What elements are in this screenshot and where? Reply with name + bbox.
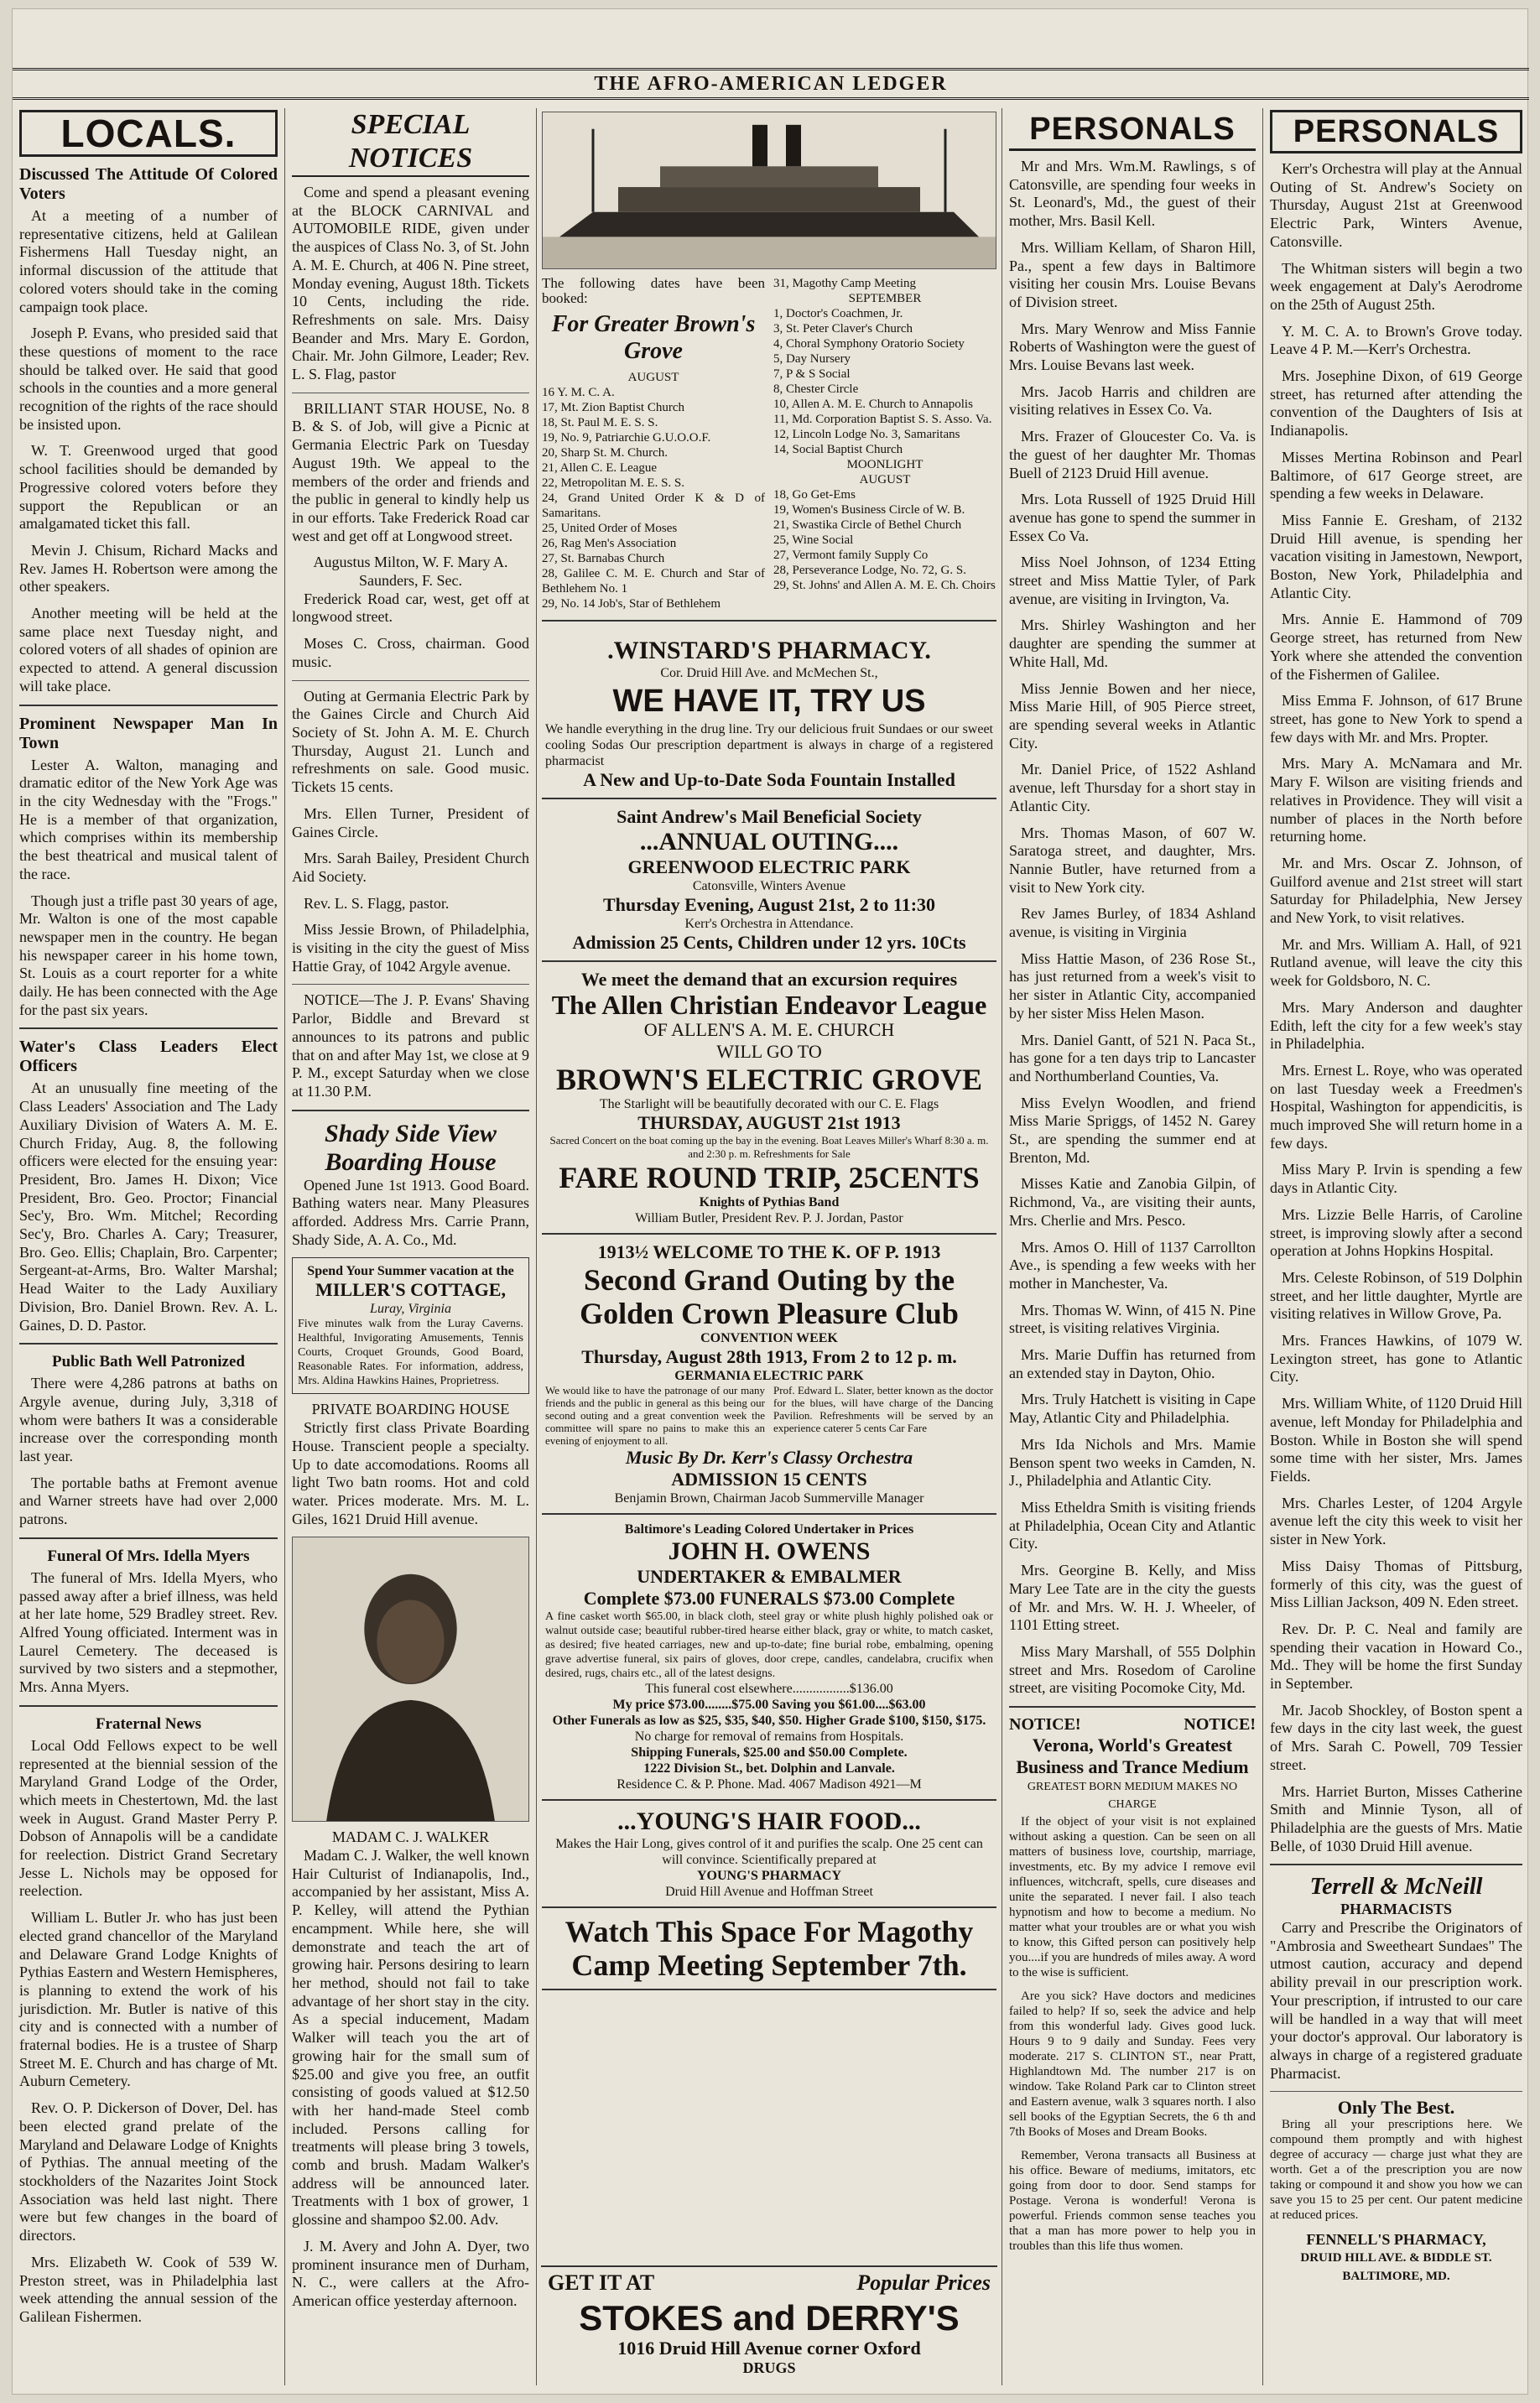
st-andrew-ad: [542, 799, 996, 962]
catonsville: Catonsville, Winters Avenue: [692, 879, 846, 893]
personal-item: Mrs. Mary Anderson and daughter Edith, left the city for a few week's stay in Philadelphia.: [1270, 998, 1522, 1053]
personal-item: Miss Mary P. Irvin is spending a few days in Atlantic City.: [1270, 1161, 1522, 1197]
notice-line: Mrs. Ellen Turner, President of Gaines Circle.: [292, 804, 529, 840]
list-item: 19, Women's Business Circle of W. B.: [773, 503, 965, 517]
watch-space-text: Watch This Space For Magothy Camp Meeting September 7th.: [564, 1915, 974, 1982]
allen-signature: William Butler, President Rev. P. J. Jordan, Pastor: [635, 1211, 903, 1225]
list-item: 22, Metropolitan M. E. S. S.: [542, 476, 685, 490]
personal-item: Mrs. Harriet Burton, Misses Catherine Smith and Minnie Tyson, all of Philadelphia are the guests of Mrs. Matie Belle, of 1030 Druid Hill avenue.: [1270, 1782, 1522, 1854]
personal-item: Mr. and Mrs. William A. Hall, of 921 Rutland avenue, will leave the city this week for Goldsboro, N. C.: [1270, 935, 1522, 990]
personal-item: Mrs. Ernest L. Roye, who was operated on last Tuesday week a Freedmen's Hospital, Washington for appendicitis, is much improved She will return home in a few days.: [1270, 1061, 1522, 1152]
golden-admission: ADMISSION 15 CENTS: [671, 1469, 867, 1490]
stokes-name: STOKES and DERRY'S: [579, 2298, 960, 2338]
owens-title: UNDERTAKER & EMBALMER: [637, 1566, 902, 1587]
personal-item: Mrs. Shirley Washington and her daughter are spending the summer at White Hall, Md.: [1009, 616, 1256, 670]
personal-item: Mrs. Frances Hawkins, of 1079 W. Lexington street, has gone to Atlantic City.: [1270, 1332, 1522, 1386]
list-item: 28, Galilee C. M. E. Church and Star of Bethlehem No. 1: [542, 567, 765, 596]
list-item: 26, Rag Men's Association: [542, 537, 677, 550]
article-heading: Discussed The Attitude Of Colored Voters: [19, 165, 278, 203]
list-item: 21, Allen C. E. League: [542, 461, 658, 475]
annual-outing: ...ANNUAL OUTING....: [639, 828, 899, 856]
steamboat-image: [543, 112, 996, 268]
list-item: 11, Md. Corporation Baptist S. S. Asso. Va.: [773, 413, 992, 426]
notice-line: Augustus Milton, W. F. Mary A. Saunders, F. Sec.: [313, 554, 508, 590]
miller-location: Luray, Virginia: [370, 1302, 451, 1317]
column-locals: [13, 108, 284, 2385]
personal-item: Mrs. Thomas W. Winn, of 415 N. Pine street, is visiting relatives Virginia.: [1009, 1301, 1256, 1337]
owens-price: My price $73.00........$75.00 Saving you $61.00....$63.00: [612, 1698, 926, 1712]
notice-line: Rev. L. S. Flagg, pastor.: [304, 894, 450, 912]
personal-item: Y. M. C. A. to Brown's Grove today. Leave 4 P. M.—Kerr's Orchestra.: [1270, 322, 1522, 358]
personal-item: Miss Emma F. Johnson, of 617 Brune street, has gone to New York to spend a few days with Mr. and Mrs. Propter.: [1270, 692, 1522, 746]
divider: [292, 984, 529, 985]
sacred-concert: Sacred Concert on the boat coming up the bay in the evening. Boat Leaves Miller's Wharf 8:30 a. m. and 2:30 p. m. Refreshments for Sale: [549, 1134, 989, 1160]
young-text: Makes the Hair Long, gives control of it and purifies the scalp. One 25 cent can will convince. Scientifically prepared at: [555, 1837, 983, 1867]
golden-text-right: Prof. Edward L. Slater, better known as the doctor for the blues, will have charge of the Dancing Pavilion. Refreshments will be served by an experience caterer 5 cents Car Fare: [773, 1384, 993, 1434]
notice-paragraph: BRILLIANT STAR HOUSE, No. 8 B. & S. of Job, will give a Picnic at Germania Electric Park on Tuesday August 19th. We appeal to the members of the order and friends and the public in general to kindly help us in our efforts. Take Frederick Road car west and get off at Longwood street.: [292, 399, 529, 544]
article-paragraph: There were 4,286 patrons at baths on Argyle avenue, during July, 3,318 of whom were bathers It was a considerable increase over the corresponding month last year.: [19, 1375, 278, 1465]
personal-item: Miss Mary Marshall, of 555 Dolphin street and Mrs. Rosedom of Caroline street, are visiting Pocomoke City, Md.: [1009, 1642, 1256, 1697]
list-item: 20, Sharp St. M. Church.: [542, 446, 668, 460]
list-item: 4, Choral Symphony Oratorio Society: [773, 337, 965, 351]
article-paragraph: At an unusually fine meeting of the Class Leaders' Association and The Lady Auxiliary Division of Waters A. M. E. Church Friday, Aug. 8, the following officers were elected for the ensuing year: President, Bro. James H. Dixon; Vice President, Bro. Geo. Proctor; Financial Sec'y, Bro. Wm. Mitchel; Recording Sec'y, Bro. Charles A. Cary; Treasurer, Bro. Geo. Ellis; Chaplain, Bro. Carpenter; Sergeant-at-Arms, Bro. Walter Marshal; Head Waiter to the Lady Auxiliary Division, Bro. Daniel Brown. Rev. A. L. Gaines, D. D. Pastor.: [19, 1079, 278, 1334]
owens-shipping: Shipping Funerals, $25.00 and $50.00 Complete.: [631, 1745, 908, 1760]
list-item: 27, St. Barnabas Church: [542, 552, 665, 565]
verona-text: If the object of your visit is not explained without asking a question. Can be seen on all matters of business love, courtship, marriage, investments, etc. By my advice I remove evil influences, witchcraft, spells, cure diseases and unite the separated. I never fail. I also teach hypnotism and how to become a medium. No matter what your troubles are or what you wish to know, this Gifted person can positively help you....if you are hundreds of miles away. A word to the wise is sufficient.: [1009, 1815, 1256, 1980]
article-paragraph: Rev. O. P. Dickerson of Dover, Del. has been elected grand prelate of the Maryland and Delaware Lodge of Knights of Pythias. The annual meeting of the stockholders of the Nazarites Joint Stock Association was held last night. There were but few changes in the board of directors.: [19, 2099, 278, 2244]
young-address: Druid Hill Avenue and Hoffman Street: [665, 1885, 873, 1899]
list-item: 24, Grand United Order K & D of Samaritans.: [542, 492, 765, 520]
divider: [19, 1537, 278, 1539]
personal-item: Mrs. Josephine Dixon, of 619 George street, has returned after attending the convention of the Daughters of Isis at Indianapolis.: [1270, 367, 1522, 440]
germania-park: GERMANIA ELECTRIC PARK: [674, 1369, 864, 1383]
list-item: 25, Wine Social: [773, 533, 854, 547]
personal-item: Miss Noel Johnson, of 1234 Etting street and Miss Mattie Tyler, of Park avenue, are visiting in Irvington, Va.: [1009, 554, 1256, 607]
masthead-title: THE AFRO-AMERICAN LEDGER: [594, 72, 948, 95]
fare: FARE ROUND TRIP, 25CENTS: [559, 1161, 980, 1194]
article-paragraph: Though just a trifle past 30 years of age, Mr. Walton is one of the most capable newspaper men in the country. He began his newspaper career in his home town, St. Louis as a court reporter for a white daily. He has been connected with the Age for the past six years.: [19, 892, 278, 1018]
personal-item: Mr. Daniel Price, of 1522 Ashland avenue, left Thursday for a short stay in Atlantic City.: [1009, 761, 1256, 814]
orchestra-note: Kerr's Orchestra in Attendance.: [684, 917, 854, 931]
notice-paragraph: Outing at Germania Electric Park by the Gaines Circle and Church Aid Society of St. John A. M. E. Church Thursday, August 21. Lunch and refreshments on sale. Good music. Tickets 15 cents.: [292, 687, 529, 796]
winstard-text: We handle everything in the drug line. Try our delicious fruit Sundaes or our sweet cooling Sodas Our prescription department is always in charge of a registered pharmacist: [545, 722, 993, 768]
personal-item: Mrs. Jacob Harris and children are visiting relatives in Essex Co. Va.: [1009, 382, 1256, 419]
list-item: 27, Vermont family Supply Co: [773, 549, 929, 562]
stokes-derry-ad: [541, 2265, 997, 2383]
golden-title-1: Second Grand Outing by the: [583, 1263, 955, 1297]
private-boarding-text: Strictly first class Private Boarding House. Transcient people a specialty. Up to date accomodations. Rooms all light Two batn rooms. Hot and cold water. Prices moderate. Mrs. M. L. Giles, 1621 Druid Hill avenue.: [292, 1419, 529, 1527]
notice-line: Moses C. Cross, chairman. Good music.: [292, 635, 529, 670]
divider: [1009, 1706, 1256, 1708]
winstard-title: .WINSTARD'S PHARMACY.: [607, 637, 931, 664]
personal-item: Miss Fannie E. Gresham, of 2132 Druid Hill avenue, is spending her vacation visiting in Jamestown, Newport, Boston, New York, Philadelphia and Atlantic City.: [1270, 511, 1522, 601]
personal-item: Mrs Ida Nichols and Mrs. Mamie Benson spent two weeks in Camden, N. J., Philadelphia and Atlantic City.: [1009, 1435, 1256, 1490]
list-item: 14, Social Baptist Church: [773, 443, 903, 456]
august-heading: AUGUST: [627, 371, 679, 384]
verona-born: GREATEST BORN MEDIUM MAKES NO CHARGE: [1027, 1780, 1238, 1812]
stokes-drugs: DRUGS: [742, 2359, 796, 2376]
owens-tagline: Baltimore's Leading Colored Undertaker in Prices: [624, 1522, 914, 1537]
booking-right: [773, 276, 996, 611]
list-item: 17, Mt. Zion Baptist Church: [542, 401, 684, 414]
st-andrew-title: Saint Andrew's Mail Beneficial Society: [617, 806, 922, 827]
personal-item: Miss Evelyn Woodlen, and friend Miss Marie Spriggs, of 1452 N. Garey St., are spending the summer end at Brenton, Md.: [1009, 1094, 1256, 1166]
golden-crown-ad: [542, 1235, 996, 1515]
golden-date: Thursday, August 28th 1913, From 2 to 12 p. m.: [581, 1346, 957, 1367]
personal-item: Mr. Jacob Shockley, of Boston spent a few days in the city last week, the guest of Mrs. Sarah C. Powell, 709 Tessier street.: [1270, 1701, 1522, 1773]
list-item: 25, United Order of Moses: [542, 522, 678, 535]
list-item: 5, Day Nursery: [773, 352, 851, 366]
divider: [1270, 2091, 1522, 2092]
notice-line: Mrs. Sarah Bailey, President Church Aid Society.: [292, 850, 529, 885]
owens-cost: This funeral cost elsewhere.................$136.00: [645, 1682, 893, 1696]
winstard-footer: A New and Up-to-Date Soda Fountain Installed: [583, 769, 955, 790]
admission: Admission 25 Cents, Children under 12 yrs. 10Cts: [572, 932, 966, 953]
owens-other: Other Funerals as low as $25, $35, $40, $50. Higher Grade $100, $150, $175.: [552, 1714, 986, 1728]
portrait-image: [293, 1537, 528, 1821]
miller-intro: Spend Your Summer vacation at the: [307, 1264, 514, 1279]
personal-item: Mrs. Truly Hatchett is visiting in Cape May, Atlantic City and Philadelphia.: [1009, 1391, 1256, 1427]
personal-item: Mrs. Mary A. McNamara and Mr. Mary F. Wilson are visiting friends and relatives in Providence. They will visit a number of places in the North before returning home.: [1270, 755, 1522, 845]
terrell-subtitle: PHARMACISTS: [1340, 1901, 1452, 1918]
article-paragraph: At a meeting of a number of representative citizens, held at Galilean Fishermens Hall Tuesday night, an informal discussion of the attitude that colored voters should take in the coming campaign took place.: [19, 207, 278, 315]
golden-title-2: Golden Crown Pleasure Club: [580, 1297, 959, 1330]
list-item: 12, Lincoln Lodge No. 3, Samaritans: [773, 428, 960, 441]
welcome-line: 1913½ WELCOME TO THE K. OF P. 1913: [597, 1241, 941, 1262]
article-heading: Water's Class Leaders Elect Officers: [19, 1038, 278, 1076]
verona-text-2: Are you sick? Have doctors and medicines failed to help? If so, seek the advice and help from this wonderful lady. Gives good luck. Hours 9 to 9 daily and Sunday. Fees very moderate. 217 S. CLINTON ST., near Pratt, Highlandtown Md. The number 217 is on window. Take Roland Park car to Clinton street and Eastern avenue, walk 3 squares north. I also sell books of the Egyptian Secrets, the 6 th and 7th Books of Moses and Dream Books.: [1009, 1989, 1256, 2140]
stokes-get-it: GET IT AT: [548, 2270, 655, 2295]
allen-date: THURSDAY, AUGUST 21st 1913: [637, 1112, 901, 1133]
winstard-ad: [542, 630, 996, 799]
list-item: 28, Perseverance Lodge, No. 72, G. S.: [773, 564, 966, 577]
list-item: 8, Chester Circle: [773, 382, 859, 396]
shady-side-subtitle: Boarding House: [325, 1147, 497, 1176]
article-heading: Public Bath Well Patronized: [52, 1353, 245, 1371]
personal-item: Miss Hattie Mason, of 236 Rose St., has just returned from a week's visit to her sister in Atlantic City, accompanied by her sister Miss Helen Mason.: [1009, 949, 1256, 1022]
fennell-name: FENNELL'S PHARMACY,: [1306, 2231, 1486, 2249]
walker-caption: MADAM C. J. WALKER: [331, 1828, 490, 1846]
watch-space-ad: [542, 1908, 996, 1990]
personal-item: Mrs. Georgine B. Kelly, and Miss Mary Lee Tate are in the city the guests of Mr. and Mrs. W. H. J. Wheeler, of 1101 Etting street.: [1009, 1562, 1256, 1634]
article-heading: Fraternal News: [95, 1714, 202, 1733]
column-personals-2: [1262, 108, 1529, 2385]
booked-intro: The following dates have been booked:: [542, 275, 765, 306]
fennell-address: DRUID HILL AVE. & BIDDLE ST. BALTIMORE, MD.: [1300, 2250, 1492, 2283]
masthead: [13, 68, 1529, 100]
article-paragraph: Lester A. Walton, managing and dramatic editor of the New York Age was in the city Wednesday with the "Frogs." He is a member of that organization, which comprises within its membership the best theatrical and musical talent of the race.: [19, 756, 278, 882]
personal-item: Mrs. Annie E. Hammond of 709 George street, has returned from New York where she attended the convention of the Fishermen of Galilee.: [1270, 611, 1522, 683]
walker-text: Madam C. J. Walker, the well known Hair Culturist of Indianapolis, Ind., accompanied by her assistant, Miss A. P. Kelley, will attend the Pythian encampment. While here, she will demonstrate and teach the art of growing hair. Persons desiring to learn her method, should not fail to take advantage of her short stay in the city. As a special inducement, Madam Walker will teach you the art of growing hair for the small sum of $25.00 and give you free, an outfit consisting of goods valued at $12.50 with her hand-made Steel comb included. Persons calling for treatments will please bring 3 towels, comb and brush. Madam Walker's address will be announced later. Treatments with 1 box of grower, 1 glossine and shampoo $2.00. Adv.: [292, 1847, 529, 2229]
personal-item: Mrs. William Kellam, of Sharon Hill, Pa., spent a few days in Baltimore visiting her cousin Mrs. Louise Bevans of Division street.: [1009, 238, 1256, 310]
greater-browns-grove: For Greater Brown's Grove: [551, 311, 756, 364]
list-item: 10, Allen A. M. E. Church to Annapolis: [773, 398, 973, 411]
personal-item: The Whitman sisters will begin a two week engagement at Daly's Aerodrome on the 25th of August 25th.: [1270, 259, 1522, 313]
convention-week: CONVENTION WEEK: [700, 1331, 838, 1345]
list-item: 18, Go Get-Ems: [773, 488, 856, 502]
notice-paragraph: Come and spend a pleasant evening at the BLOCK CARNIVAL and AUTOMOBILE RIDE, given under the auspices of Class No. 3, of St. John A. M. E. Church, at 406 N. Pine street, Monday evening, August 18th. Tickets 10 Cents, including the ride. Refreshments on sale. Mrs. Daisy Beander and Mrs. Mary E. Gordon, Chair. Mr. John Gilmore, Leader; Rev. L. S. Flag, pastor: [292, 184, 529, 383]
personal-item: Kerr's Orchestra will play at the Annual Outing of St. Andrew's Society on Thursday, August 21st at Greenwood Electric Park, Winters Avenue, Catonsville.: [1270, 160, 1522, 250]
stokes-address: 1016 Druid Hill Avenue corner Oxford: [617, 2338, 921, 2359]
greenwood-park: GREENWOOD ELECTRIC PARK: [627, 856, 911, 877]
article-paragraph: William L. Butler Jr. who has just been elected grand chancellor of the Maryland and Delaware Grand Lodge Knights of Pythias Eastern and Western Hemispheres, is planning to extend the work of his jurisdiction. Mr. Butler is native of this city and is connected with a number of fraternal bodies. He is a trustee of Sharp Street M. E. Church and has charge of Mt. Auburn Cemetery.: [19, 1909, 278, 2090]
personal-item: Rev. Dr. P. C. Neal and family are spending their vacation in Howard Co., Md.. They will be home the first Sunday in September.: [1270, 1620, 1522, 1693]
article-paragraph: The funeral of Mrs. Idella Myers, who passed away after a brief illness, was held at her late home, 529 Bradley street. Rev. Alfred Young officiated. Interment was in Laurel Cemetery. The deceased is survived by two sisters and a stepmother, Mrs. Anna Myers.: [19, 1568, 278, 1696]
list-item: 29, St. Johns' and Allen A. M. E. Ch. Choirs: [773, 579, 996, 592]
miller-cottage-ad: [292, 1257, 529, 1394]
shady-side-text: Opened June 1st 1913. Good Board. Bathing waters near. Many Pleasures afforded. Address Mrs. Carrie Prann, Shady Side, A. A. Co., Md.: [292, 1176, 529, 1248]
divider: [19, 705, 278, 706]
booking-schedule: [542, 276, 996, 611]
notice-label: NOTICE!: [1184, 1715, 1256, 1735]
avery-text: J. M. Avery and John A. Dyer, two prominent insurance men of Durham, N. C., were callers at the Afro-American office yesterday afternoon.: [292, 2237, 529, 2309]
august-list: [542, 385, 765, 611]
browns-electric-grove: BROWN'S ELECTRIC GROVE: [555, 1063, 983, 1096]
stokes-popular: Popular Prices: [856, 2270, 991, 2295]
personal-item: Miss Jennie Bowen and her niece, Miss Marie Hill, of 905 Pierce street, are spending several weeks in Atlantic City.: [1009, 679, 1256, 752]
personal-item: Misses Mertina Robinson and Pearl Baltimore, of 617 George street, are spending a few weeks in Delaware.: [1270, 448, 1522, 502]
article-heading: Funeral Of Mrs. Idella Myers: [47, 1547, 250, 1565]
private-boarding-title: PRIVATE BOARDING HOUSE: [311, 1401, 510, 1418]
article-paragraph: W. T. Greenwood urged that good school facilities should be demanded by Progressive colored voters before they support the Republican or an amalgamated ticket this fall.: [19, 442, 278, 533]
owens-no-charge: No charge for removal of remains from Hospitals.: [634, 1729, 904, 1744]
moonlight-heading: MOONLIGHT: [846, 458, 923, 471]
personal-item: Mrs. Marie Duffin has returned from an extended stay in Dayton, Ohio.: [1009, 1346, 1256, 1381]
winstard-slogan: WE HAVE IT, TRY US: [612, 684, 926, 719]
divider: [542, 620, 996, 622]
list-item: 29, No. 14 Job's, Star of Bethlehem: [542, 597, 721, 611]
article-paragraph: Local Odd Fellows expect to be well represented at the biennial session of the Maryland Grand Lodge of the Order, which meets in Chestertown, Md. the last week in August. Grand Master Perry P. Dobson of Annapolis will be a candidate for reelection. District Grand Secretary Jesse L. Nichols may be opposed for reelection.: [19, 1736, 278, 1900]
personal-item: Misses Katie and Zanobia Gilpin, of Richmond, Va., are visiting their aunts, Mrs. Cherlie and Mrs. Pesco.: [1009, 1175, 1256, 1229]
owens-funerals: Complete $73.00 FUNERALS $73.00 Complete: [583, 1588, 955, 1609]
article-paragraph: Mrs. Elizabeth W. Cook of 539 W. Preston street, was in Philadelphia last week attending the annual session of the Galilean Fishermen.: [19, 2253, 278, 2325]
owens-residence: Residence C. & P. Phone. Mad. 4067 Madison 4921—M: [617, 1777, 922, 1792]
notice-line: Frederick Road car, west, get off at longwood street.: [292, 590, 529, 626]
personal-item: Mrs. Thomas Mason, of 607 W. Saratoga street, and daughter, Mrs. Nannie Butler, have returned from a visit to New York city.: [1009, 824, 1256, 896]
verona-title: Verona, World's Greatest Business and Trance Medium: [1016, 1734, 1249, 1777]
golden-signature: Benjamin Brown, Chairman Jacob Summerville Manager: [614, 1491, 924, 1506]
walker-portrait: [292, 1537, 529, 1822]
personal-item: Mrs. Celeste Robinson, of 519 Dolphin street, and her little daughter, Myrtle are visiting relatives in Willow Grove, Pa.: [1270, 1268, 1522, 1323]
divider: [19, 1027, 278, 1029]
article-paragraph: Another meeting will be held at the same place next Tuesday night, and colored voters of all shades of opinion are expected to attend. A general discussion will take place.: [19, 605, 278, 694]
list-item: 18, St. Paul M. E. S. S.: [542, 416, 658, 429]
article-paragraph: Joseph P. Evans, who presided said that these questions of moment to the race should be talked over. He said that good schools in the counties and a more general recognition of the rights of the race should be insisted upon.: [19, 325, 278, 433]
column-special-notices: [284, 108, 536, 2385]
shady-side-title: Shady Side View: [324, 1119, 497, 1147]
terrell-text: Carry and Prescribe the Originators of "Ambrosia and Sweetheart Sundaes" The utmost caution, accuracy and depend ability prevail in our prescription work. Your prescription, if intrusted to our care will be handled in a way that will meet your doctor's approval. Our laboratory is always in charge of a registered graduate Pharmacist.: [1270, 1919, 1522, 2082]
stokes-top: [541, 2267, 997, 2299]
divider: [19, 1705, 278, 1707]
personal-item: Miss Daisy Thomas of Pittsburg, formerly of this city, was the guest of Miss Lillian Jackson, 409 N. Eden street.: [1270, 1557, 1522, 1611]
personal-item: Mrs. Frazer of Gloucester Co. Va. is the guest of her daughter Mr. Thomas Buell of 2123 Druid Hill avenue.: [1009, 428, 1256, 481]
steamboat-illustration: [542, 112, 996, 269]
young-hair-ad: [542, 1801, 996, 1908]
allen-church: OF ALLEN'S A. M. E. CHURCH: [643, 1019, 895, 1040]
personal-item: Mrs. Amos O. Hill of 1137 Carrollton Ave., is spending a few weeks with her mother in Manchester, Va.: [1009, 1238, 1256, 1292]
september-heading: SEPTEMBER: [848, 292, 922, 305]
notice-label: NOTICE!: [1009, 1715, 1081, 1735]
divider: [1270, 1864, 1522, 1865]
booking-left: [542, 276, 765, 611]
list-item: 1, Doctor's Coachmen, Jr.: [773, 307, 903, 320]
golden-text-left: We would like to have the patronage of our many friends and the public in general as this being our second outing and a great convention week the committee will spare no pains to make this an evening of enjoyment to all.: [545, 1384, 765, 1447]
notice-paragraph: Miss Jessie Brown, of Philadelphia, is visiting in the city the guest of Miss Hattie Gray, of 1042 Argyle avenue.: [292, 921, 529, 975]
miller-text: Five minutes walk from the Luray Caverns. Healthful, Invigorating Amusements, Tennis Courts, Croquet Grounds, Good Board, Reasonable Rates. For information, address, Mrs. Aldina Hawkins Haines, Proprietress.: [298, 1318, 523, 1388]
terrell-title: Terrell & McNeill: [1309, 1874, 1483, 1901]
personal-item: Mrs. Charles Lester, of 1204 Argyle avenue left the city this week to visit her sister in New York.: [1270, 1494, 1522, 1548]
newspaper-page: [12, 8, 1528, 2395]
list-item: 19, No. 9, Patriarchie G.U.O.O.F.: [542, 431, 711, 445]
personal-item: Miss Etheldra Smith is visiting friends at Philadelphia, Ocean City and Atlantic City.: [1009, 1499, 1256, 1553]
verona-text-3: Remember, Verona transacts all Business at his office. Beware of mediums, imitators, etc going from door to door. Send stamps for Postage. Verona is wonderful! Verona is powerful. Friends common sense teaches you that a man has more power to help you in troubles than this life thus women.: [1009, 2149, 1256, 2254]
allen-will: WILL GO TO: [716, 1041, 822, 1062]
personal-item: Mrs. Mary Wenrow and Miss Fannie Roberts of Washington were the guest of Mrs. Louise Bevans last week.: [1009, 320, 1256, 374]
owens-ad: [542, 1515, 996, 1801]
list-item: 31, Magothy Camp Meeting: [773, 277, 916, 290]
only-best-title: Only The Best.: [1337, 2097, 1455, 2119]
personals-heading: PERSONALS: [1270, 110, 1522, 153]
divider: [19, 1343, 278, 1345]
list-item: 3, St. Peter Claver's Church: [773, 322, 913, 335]
personal-item: Mrs. Lizzie Belle Harris, of Caroline street, is improving slowly after a second operation at Johns Hopkins Hospital.: [1270, 1205, 1522, 1260]
personal-item: Mr and Mrs. Wm.M. Rawlings, s of Catonsville, are spending four weeks in St. Leonard's, Md., the guest of their mother, Mrs. Basil Kell.: [1009, 158, 1256, 230]
list-item: 16 Y. M. C. A.: [542, 386, 615, 399]
owens-name: JOHN H. OWENS: [668, 1537, 871, 1565]
owens-text: A fine casket worth $65.00, in black cloth, steel gray or white plush highly polished oak or walnut outside case; beautiful rubber-tired hearse either black, gray or white, to match casket, as desired; five heated carriages, new and up-to-date; fine burial robe, embalming, opening grave advertise funeral, six pairs of gloves, door crepe, candles, candelabra, crucifix when desired, rugs, chairs etc., all of the latest designs.: [545, 1610, 993, 1680]
winstard-address: Cor. Druid Hill Ave. and McMechen St.,: [660, 666, 878, 680]
miller-name: MILLER'S COTTAGE,: [315, 1279, 506, 1301]
column-advertisements: [536, 108, 1002, 2385]
young-pharmacy: YOUNG'S PHARMACY: [697, 1869, 841, 1883]
personal-item: Mr. and Mrs. Oscar Z. Johnson, of Guilford avenue and 21st street will start Saturday for Philadelphia, New Jersey and New York, to visit relatives.: [1270, 854, 1522, 927]
locals-heading: LOCALS.: [19, 110, 278, 157]
list-item: 7, P & S Social: [773, 367, 851, 381]
special-notices-heading: SPECIAL NOTICES: [292, 108, 529, 177]
personal-item: Mrs. Lota Russell of 1925 Druid Hill avenue has gone to spend the summer in Essex Co Va.: [1009, 491, 1256, 544]
article-paragraph: The portable baths at Fremont avenue and Warner streets have had over 2,000 patrons.: [19, 1474, 278, 1528]
starlight-note: The Starlight will be beautifully decorated with our C. E. Flags: [599, 1097, 939, 1111]
personal-item: Mrs. Daniel Gantt, of 521 N. Paca St., has gone for a ten days trip to Lancaster and Northumberland Counties, Va.: [1009, 1031, 1256, 1084]
allen-intro: We meet the demand that an excursion requires: [580, 969, 958, 990]
list-item: 21, Swastika Circle of Bethel Church: [773, 518, 962, 532]
moonlight-august: AUGUST: [859, 473, 911, 486]
pythias-band: Knights of Pythias Band: [699, 1195, 840, 1209]
notice-header: [1009, 1716, 1256, 1735]
owens-address: 1222 Division St., bet. Dolphin and Lanvale.: [643, 1761, 895, 1776]
allen-league-ad: [542, 962, 996, 1235]
personals-heading: PERSONALS: [1009, 110, 1256, 151]
outing-date: Thursday Evening, August 21st, 2 to 11:30: [602, 894, 936, 915]
divider: [292, 1110, 529, 1111]
article-paragraph: Mevin J. Chisum, Richard Macks and Rev. James H. Robertson were among the other speakers.: [19, 541, 278, 596]
personal-item: Rev James Burley, of 1834 Ashland avenue, is visiting in Virginia: [1009, 905, 1256, 941]
notice-paragraph: NOTICE—The J. P. Evans' Shaving Parlor, Biddle and Brevard st announces to its patrons and public that on and after May 1st, we close at 9 P. M., except Saturday when we close at 11.30 P.M.: [292, 991, 529, 1100]
young-title: ...YOUNG'S HAIR FOOD...: [617, 1807, 921, 1835]
article-heading: Prominent Newspaper Man In Town: [19, 714, 278, 752]
column-personals-1: [1002, 108, 1262, 2385]
allen-title: The Allen Christian Endeavor League: [551, 990, 987, 1020]
only-best-text: Bring all your prescriptions here. We compound them promptly and with highest degree of accuracy — charge just what they are worth. Get a of the prescription you are now taking or compound it and show you how we can save you 15 to 25 per cent. Our patent medicine at reduced prices.: [1270, 2118, 1522, 2223]
divider: [292, 680, 529, 681]
personal-item: Mrs. William White, of 1120 Druid Hill avenue, left Monday for Philadelphia and Boston. While in Boston she will spend some time with her sister, Mrs. James Fields.: [1270, 1395, 1522, 1485]
golden-music: Music By Dr. Kerr's Classy Orchestra: [625, 1447, 913, 1468]
golden-text: [545, 1384, 993, 1447]
